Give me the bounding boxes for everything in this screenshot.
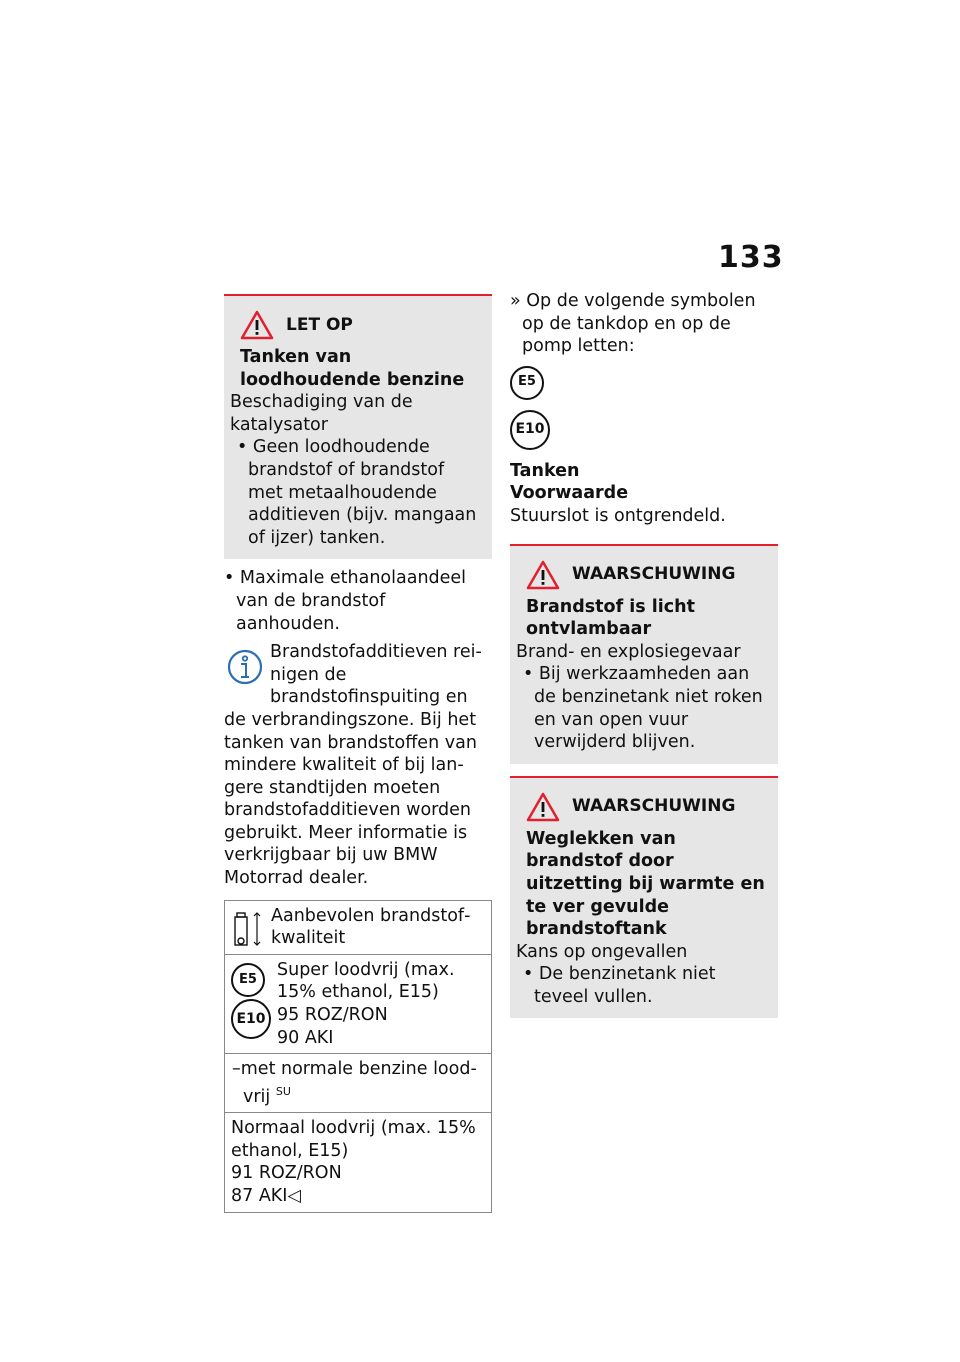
ethanol-bullet: • Maximale ethanolaandeel van de brandstof aanhouden. xyxy=(224,568,467,634)
warning-hazard: Brand- en explosiegevaar xyxy=(516,641,741,662)
super-fuel-ron: 95 ROZ/RON xyxy=(277,1005,388,1026)
symbol-list xyxy=(510,366,778,450)
caution-bullet: • Geen loodhoudende brandstof of brandstof met metaalhoudende additieven (bijv. mangaan of ijzer) tanken. xyxy=(237,437,477,548)
warning-triangle-icon xyxy=(526,560,560,590)
normal-fuel-spec: Normaal loodvrij (max. 15% ethanol, E15) xyxy=(231,1118,476,1161)
e10-badge-icon: E10 xyxy=(231,999,271,1039)
e5-badge-icon: E5 xyxy=(510,366,544,400)
heading-voorwaarde: Voorwaarde xyxy=(510,483,629,504)
fuel-quality-table xyxy=(224,900,492,1213)
normal-fuel-ron: 91 ROZ/RON xyxy=(231,1163,342,1184)
table-row xyxy=(225,1054,491,1113)
normal-fuel-aki: 87 AKI◁ xyxy=(231,1186,301,1207)
condition-text: Stuurslot is ontgrendeld. xyxy=(510,505,726,526)
table-row xyxy=(225,955,491,1054)
super-fuel-spec: Super loodvrij (max. 15% ethanol, E15) xyxy=(277,959,455,1003)
warning-header xyxy=(516,560,770,590)
caution-header xyxy=(230,310,484,340)
warning-title: Weglekken van brandstof door uitzetting bij warmte en te ver gevulde brandstoftank xyxy=(526,828,765,940)
caution-box xyxy=(224,294,492,559)
table-row xyxy=(225,901,491,955)
warning-hazard: Kans op ongevallen xyxy=(516,941,688,962)
caution-hazard: Beschadiging van de katalysator xyxy=(230,392,413,435)
table-header: Aanbevolen brandstofkwaliteit xyxy=(271,905,471,949)
e10-badge-icon: E10 xyxy=(510,410,550,450)
heading-tanken: Tanken xyxy=(510,460,580,481)
e5-badge-icon: E5 xyxy=(231,963,265,997)
symbols-intro: » Op de volgende symbolen op de tankdop en op de pomp letten: xyxy=(510,291,756,357)
warning-bullet: • Bij werkzaamheden aan de benzinetank niet roken en van open vuur verwijderd blijven. xyxy=(523,664,763,753)
su-marker: SU xyxy=(275,1084,291,1098)
super-fuel-aki: 90 AKI xyxy=(277,1027,334,1048)
normal-fuel-option: –met normale benzine loodvrij xyxy=(232,1059,477,1107)
warning-bullet: • De benzinetank niet teveel vullen. xyxy=(523,964,716,1007)
warning-label: WAARSCHUWING xyxy=(572,564,736,585)
warning-title: Brandstof is licht ontvlambaar xyxy=(526,596,695,640)
right-column xyxy=(510,290,778,1018)
super-fuel-text xyxy=(277,959,485,1049)
table-row xyxy=(225,1113,491,1211)
warning-box-overfill xyxy=(510,776,778,1019)
caution-title: Tanken van loodhoudende benzine xyxy=(240,347,465,390)
warning-label: WAARSCHUWING xyxy=(572,796,736,817)
info-note xyxy=(224,641,492,890)
caution-label: LET OP xyxy=(286,314,353,335)
fuel-pump-icon xyxy=(231,909,265,949)
warning-header xyxy=(516,792,770,822)
badge-group xyxy=(231,959,271,1049)
left-column xyxy=(224,294,492,1213)
info-icon xyxy=(226,647,264,687)
page-number: 133 xyxy=(718,240,784,275)
warning-triangle-icon xyxy=(526,792,560,822)
info-text: Brandstofadditieven reinigen de brandstofinspuiting en de verbrandingszone. Bij het tanken van brandstoffen van mindere kwaliteit of bij langere standtijden moeten brandstofadditieven worden gebruikt. Meer informatie is verkrijgbaar bij uw BMW Motorrad dealer. xyxy=(224,642,482,889)
warning-triangle-icon xyxy=(240,310,274,340)
warning-box-flammable xyxy=(510,544,778,764)
